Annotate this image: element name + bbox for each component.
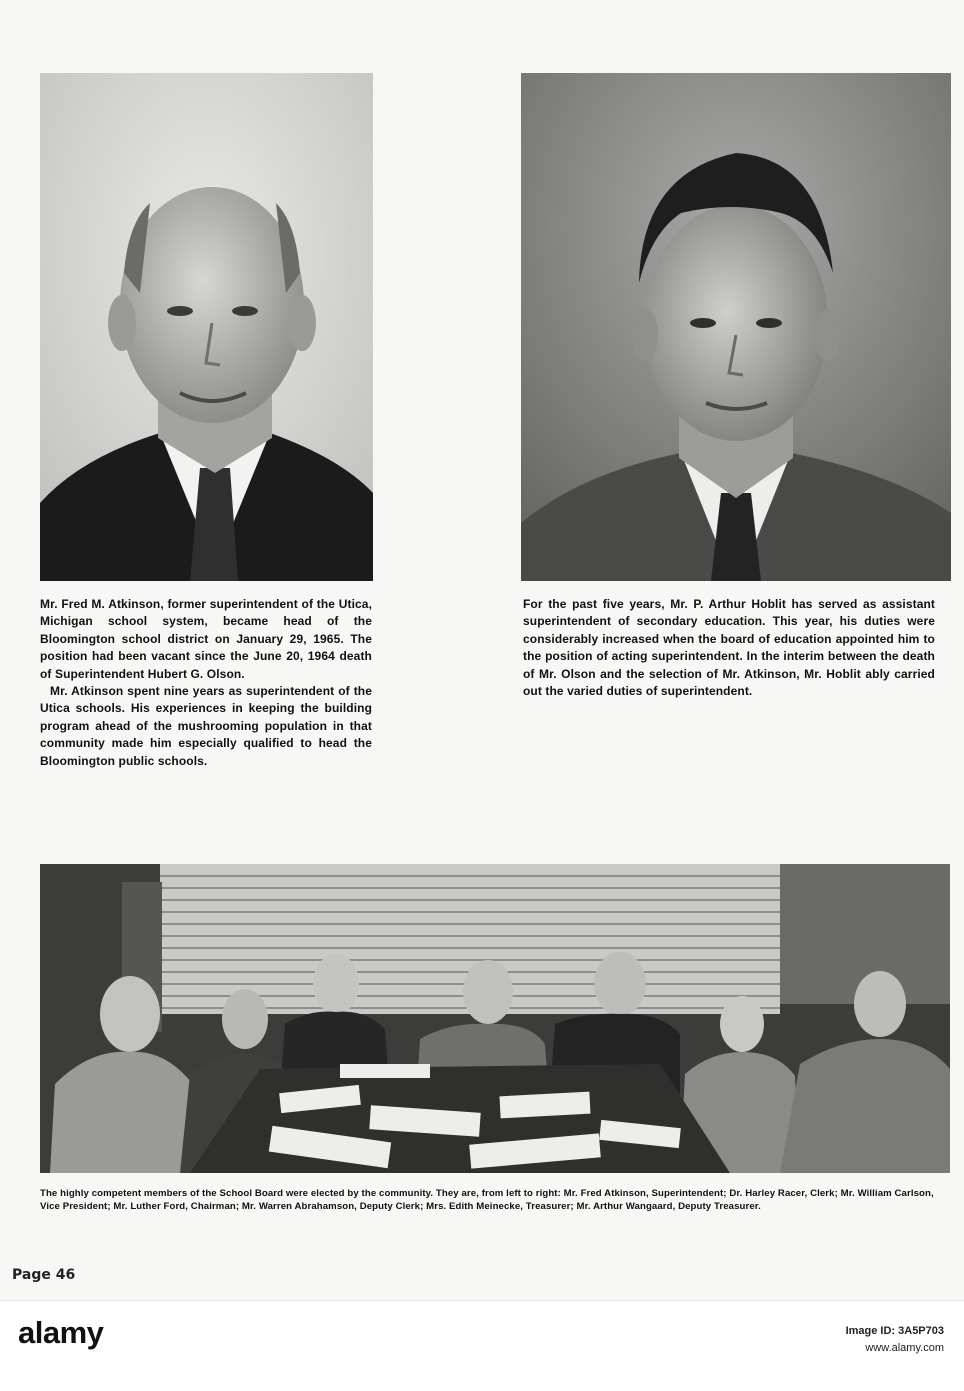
footer-info [614,1323,944,1357]
school-board-caption [40,1188,948,1213]
atkinson-portrait-photo [40,73,373,581]
hoblit-caption [523,596,935,700]
hoblit-portrait-image [521,73,951,581]
stock-footer-bar [0,1300,964,1391]
atkinson-caption-paragraph-1: Mr. Fred M. Atkinson, former superintendent of the Utica, Michigan school system, became head of the Bloomington school district on January 29, 1965. The position had been vacant since the June 20, 1964 death of Superintendent Hubert G. Olson. [40,597,372,681]
hoblit-portrait-photo [521,73,951,581]
hoblit-caption-paragraph: For the past five years, Mr. P. Arthur Hoblit has served as assistant superintendent of secondary education. This year, his duties were considerably increased when the board of education appointed him to the position of acting superintendent. In the interim between the death of Mr. Olson and the selection of Mr. Atkinson, Mr. Hoblit ably carried out the varied duties of superintendent. [523,597,935,699]
atkinson-caption [40,596,372,770]
image-id-label: Image ID: 3A5P703 [845,1325,944,1337]
school-board-group-photo [40,864,950,1173]
atkinson-caption-paragraph-2: Mr. Atkinson spent nine years as superintendent of the Utica schools. His experiences in keeping the building program ahead of the mushrooming population in that community made him especially qualified to head the Bloomington public schools. [40,684,372,768]
atkinson-portrait-image [40,73,373,581]
school-board-caption-text: The highly competent members of the School Board were elected by the community. They are, from left to right: Mr. Fred Atkinson, Superintendent; Dr. Harley Racer, Clerk; Mr. William Carlson, Vice President; Mr. Luther Ford, Chairman; Mr. Warren Abrahamson, Deputy Clerk; Mrs. Edith Meinecke, Treasurer; Mr. Arthur Wangaard, Deputy Treasurer. [40,1188,934,1212]
page-number: Page 46 [12,1267,76,1283]
alamy-logo[interactable]: alamy [18,1315,104,1350]
school-board-image [40,864,950,1173]
site-link[interactable]: www.alamy.com [865,1342,944,1354]
